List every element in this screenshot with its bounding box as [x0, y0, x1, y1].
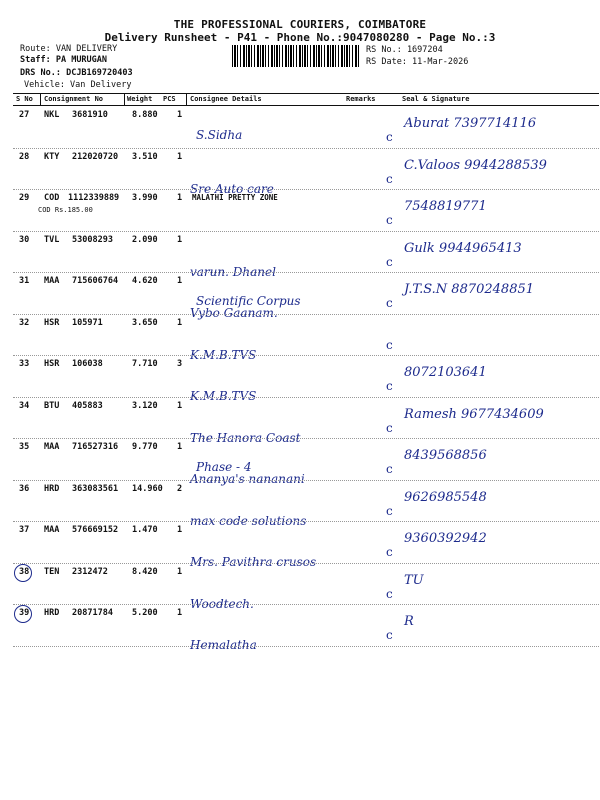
row-weight: 14.960 — [132, 483, 163, 494]
row-sno: 30 — [19, 234, 30, 245]
row-divider — [13, 438, 599, 439]
handwritten-signature: 9626985548 — [404, 489, 487, 505]
row-divider — [13, 646, 599, 647]
row-code: MAA — [44, 525, 60, 535]
row-consignment-no: 716527316 — [72, 442, 119, 452]
row-pcs: 1 — [177, 234, 183, 245]
col-remarks: Remarks — [346, 95, 376, 103]
col-seal: Seal & Signature — [402, 95, 470, 103]
row-consignment-no: 405883 — [72, 400, 103, 411]
row-weight: 2.090 — [132, 234, 158, 245]
row-pcs: 2 — [177, 483, 183, 494]
handwritten-signature: J.T.S.N 8870248851 — [404, 282, 535, 297]
remark-mark: c — [386, 213, 393, 227]
row-divider — [13, 189, 599, 190]
row-weight: 3.510 — [132, 151, 158, 162]
row-pcs: 1 — [177, 566, 183, 577]
drs-label: DRS No.: — [20, 68, 61, 78]
handwritten-signature: 8439568856 — [404, 448, 487, 463]
row-consignment-no: 2312472 — [72, 566, 108, 577]
handwritten-consignee: max code solutions — [190, 513, 307, 528]
row-code: HRD — [44, 608, 60, 618]
row-code: NKL — [44, 110, 60, 120]
col-divider — [186, 93, 187, 105]
row-consignment-no: 3681910 — [72, 110, 108, 120]
col-divider — [40, 93, 41, 105]
row-pcs: 1 — [177, 442, 183, 452]
row-sno: 35 — [19, 442, 30, 452]
circle-mark — [14, 605, 32, 623]
row-pcs: 3 — [177, 359, 183, 369]
table-header-border — [13, 105, 599, 106]
row-weight: 8.420 — [132, 566, 158, 577]
remark-mark: c — [386, 130, 393, 144]
row-weight: 4.620 — [132, 276, 158, 286]
handwritten-consignee: K.M.B.TVS — [190, 347, 257, 362]
row-divider — [13, 480, 599, 481]
col-divider — [124, 93, 125, 105]
row-code: COD — [44, 193, 60, 203]
handwritten-consignee: S.Sidha — [196, 128, 243, 142]
col-consignment: Consignment No — [44, 95, 104, 103]
row-divider — [13, 521, 599, 522]
row-code: KTY — [44, 151, 60, 162]
row-sno: 31 — [19, 276, 30, 286]
remark-mark: c — [386, 296, 393, 310]
rs-date: RS Date: 11-Mar-2026 — [366, 57, 469, 67]
handwritten-consignee: Sre Auto care — [190, 181, 274, 196]
row-sno: 39 — [19, 608, 30, 618]
rs-number: RS No.: 1697204 — [366, 45, 443, 55]
row-weight: 9.770 — [132, 442, 158, 452]
handwritten-consignee: Ananya's nananani — [190, 472, 305, 486]
row-sno: 28 — [19, 151, 30, 162]
handwritten-consignee: Mrs. Pavithra crusos — [190, 555, 317, 569]
page-title: THE PROFESSIONAL COURIERS, COIMBATORE — [173, 18, 427, 31]
row-weight: 3.650 — [132, 317, 158, 328]
handwritten-signature: R — [404, 614, 414, 629]
row-pcs: 1 — [177, 110, 183, 120]
handwritten-consignee: Phase - 4 — [196, 460, 252, 474]
handwritten-consignee: The Hanora Coast — [190, 430, 301, 445]
handwritten-signature: 7548819771 — [404, 199, 487, 214]
remark-mark: c — [386, 254, 393, 269]
row-weight: 3.120 — [132, 400, 158, 411]
vehicle-label: Vehicle: Van Delivery — [24, 80, 132, 90]
handwritten-consignee: K.M.B.TVS — [190, 389, 257, 403]
handwritten-signature: Ramesh 9677434609 — [404, 406, 544, 422]
row-consignment-no: 715606764 — [72, 276, 119, 286]
staff-value: PA MURUGAN — [55, 55, 108, 65]
remark-mark: c — [386, 628, 393, 642]
row-code: MAA — [44, 276, 60, 286]
row-pcs: 1 — [177, 608, 183, 618]
row-code: HSR — [44, 317, 60, 328]
handwritten-consignee: Woodtech. — [190, 596, 254, 611]
row-consignment-no: 363083561 — [72, 483, 119, 494]
row-pcs: 1 — [177, 525, 183, 535]
row-weight: 7.710 — [132, 359, 158, 369]
row-sno: 33 — [19, 359, 30, 369]
remark-mark: c — [386, 171, 393, 186]
runsheet-subtitle: Delivery Runsheet - P41 - Phone No.:9047080280 - Page No.:3 — [104, 31, 496, 44]
handwritten-signature: C.Valoos 9944288539 — [404, 157, 547, 173]
handwritten-signature: Gulk 9944965413 — [404, 240, 522, 256]
row-code: TVL — [44, 234, 60, 245]
row-pcs: 1 — [177, 151, 183, 162]
handwritten-signature: TU — [404, 572, 424, 588]
row-divider — [13, 604, 599, 605]
row-sno: 27 — [19, 110, 30, 120]
row-weight: 1.470 — [132, 525, 158, 535]
row-code: TEN — [44, 566, 60, 577]
route-label: Route: VAN DELIVERY — [20, 44, 118, 54]
remark-mark: c — [386, 337, 393, 352]
row-consignee-printed: MALATHI PRETTY ZONE — [192, 193, 278, 202]
handwritten-signature: 9360392942 — [404, 531, 487, 546]
row-consignment-no: 53008293 — [72, 234, 113, 245]
row-code: HRD — [44, 483, 60, 494]
row-sno: 34 — [19, 400, 30, 411]
drs-line — [20, 68, 133, 78]
row-sno: 36 — [19, 483, 30, 494]
handwritten-signature: Aburat 7397714116 — [404, 116, 537, 131]
row-sno: 32 — [19, 317, 30, 328]
row-consignment-no: 1112339889 — [68, 193, 120, 203]
barcode — [232, 45, 360, 67]
col-sno: S No — [16, 95, 33, 103]
row-weight: 8.880 — [132, 110, 158, 120]
row-pcs: 1 — [177, 400, 183, 411]
row-pcs: 1 — [177, 317, 183, 328]
drs-value: DCJB169720403 — [66, 68, 133, 78]
remark-mark: c — [386, 545, 393, 559]
row-consignment-no: 106038 — [72, 359, 103, 369]
row-consignment-no: 576669152 — [72, 525, 119, 535]
row-weight: 3.990 — [132, 193, 158, 203]
row-divider — [13, 314, 599, 315]
row-sno: 29 — [19, 193, 30, 203]
row-consignment-no: 212020720 — [72, 151, 119, 162]
staff-line — [20, 55, 107, 65]
col-consignee: Consignee Details — [190, 95, 262, 103]
row-code: BTU — [44, 400, 60, 411]
row-cod-note: COD Rs.185.00 — [38, 206, 93, 214]
col-weight: Weight — [127, 95, 153, 103]
handwritten-consignee: Scientific Corpus — [196, 294, 301, 308]
row-pcs: 1 — [177, 193, 183, 203]
remark-mark: c — [386, 503, 393, 518]
handwritten-consignee: Hemalatha — [190, 638, 257, 652]
row-consignment-no: 105971 — [72, 317, 103, 328]
row-divider — [13, 272, 599, 273]
handwritten-consignee: Vybo Gaanam. — [190, 306, 278, 320]
remark-mark: c — [386, 379, 393, 393]
row-divider — [13, 231, 599, 232]
row-sno: 37 — [19, 525, 30, 535]
col-pcs: PCS — [163, 95, 176, 103]
handwritten-signature: 8072103641 — [404, 365, 487, 380]
row-divider — [13, 397, 599, 398]
table-top-border — [13, 93, 599, 94]
row-code: MAA — [44, 442, 60, 452]
row-divider — [13, 563, 599, 564]
row-divider — [13, 355, 599, 356]
remark-mark: c — [386, 586, 393, 601]
row-consignment-no: 20871784 — [72, 608, 113, 618]
remark-mark: c — [386, 420, 393, 435]
remark-mark: c — [386, 462, 393, 476]
circle-mark — [14, 564, 32, 582]
row-weight: 5.200 — [132, 608, 158, 618]
row-divider — [13, 148, 599, 149]
row-pcs: 1 — [177, 276, 183, 286]
row-sno: 38 — [19, 566, 30, 577]
handwritten-consignee: varun. Dhanel — [190, 264, 276, 279]
staff-label: Staff: — [20, 55, 51, 65]
row-code: HSR — [44, 359, 60, 369]
